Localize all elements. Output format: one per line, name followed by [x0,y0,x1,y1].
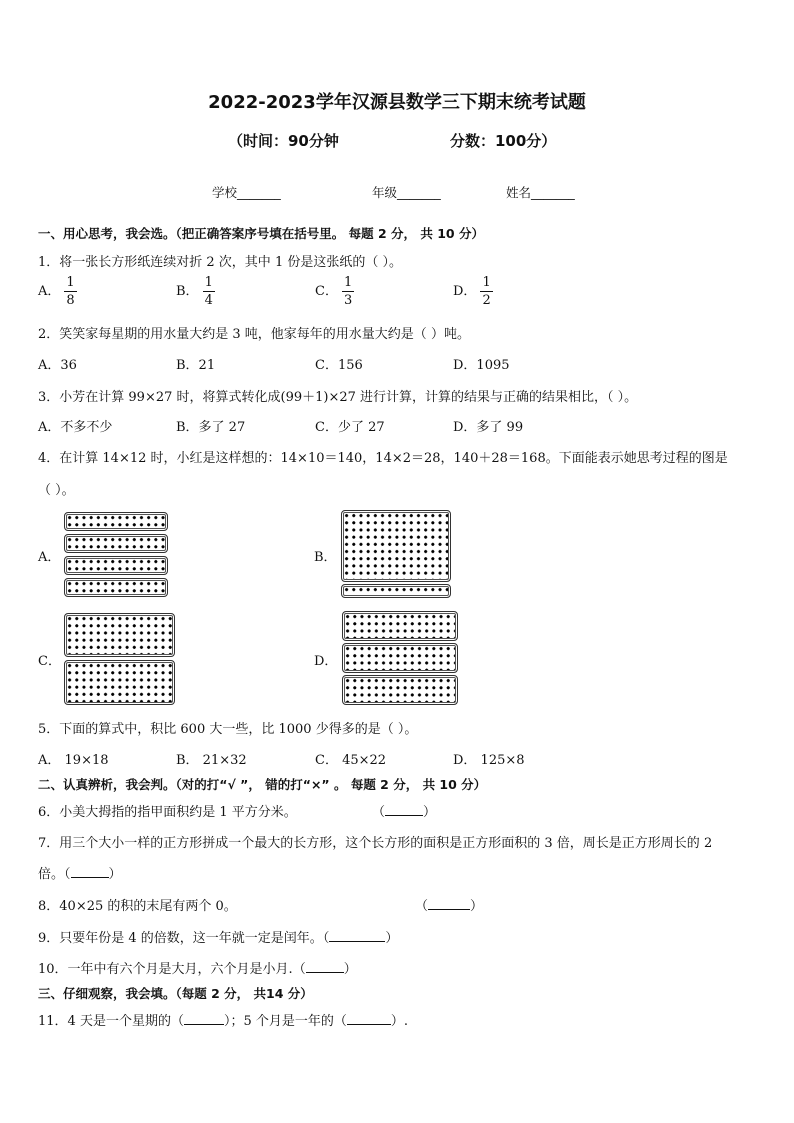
option-letter: D． [453,284,477,299]
q4-label-c[interactable]: C． [38,654,61,669]
q2-option-a[interactable]: A．36 [38,358,77,373]
question-8: 8．40×25 的积的末尾有两个 0。 [38,899,237,914]
paren-open: （ [322,931,330,946]
q8-answer-blank[interactable] [415,895,483,914]
paren-close: ） [390,1014,404,1029]
fraction [64,276,76,307]
paren-open: （ [170,1014,184,1029]
question-9 [38,927,398,946]
q1-option-c[interactable] [315,276,354,307]
question-11-part1: 11．4 天是一个星期的 [38,1014,171,1029]
paren-close: ） [470,899,484,914]
section-1-heading: 一、用心思考，我会选。（把正确答案序号填在括号里。 每题 2 分， 共 10 分） [38,226,484,241]
q4-figure-b[interactable] [341,510,451,598]
q1-option-b[interactable] [176,276,215,307]
paren-open: （ [333,1014,347,1029]
question-9-text: 9．只要年份是 4 的倍数，这一年就一定是闰年。 [38,931,323,946]
q5-option-a[interactable]: A． 19×18 [38,753,109,768]
blank-line [347,1012,391,1025]
q6-answer-blank[interactable] [372,801,436,820]
q3-option-d[interactable]: D．多了 99 [453,420,524,435]
question-7: 7．用三个大小一样的正方形拼成一个最大的长方形，这个长方形的面积是正方形面积的 3 倍，周长是正方形周长的 2 [38,836,713,851]
blank-line [428,897,470,910]
section-3-heading: 三、仔细观察，我会填。（每题 2 分， 共14 分） [38,986,313,1001]
question-4: 4．在计算 14×12 时，小红是这样想的：14×10＝140，14×2＝28，140＋28＝168。下面能表示她思考过程的图是 [38,451,728,466]
q4-label-a[interactable]: A． [38,550,61,565]
school-field[interactable]: 学校_______ [212,185,281,200]
dot-array-row-block [64,578,168,597]
question-4-answer-paren: （ ）。 [38,483,75,498]
q5-option-c[interactable]: C． 45×22 [315,753,387,768]
q3-option-b[interactable]: B．多了 27 [176,420,246,435]
question-7-line2: 倍。 [38,867,65,882]
denominator: 3 [343,293,353,308]
question-11-end: . [403,1014,409,1029]
paren-close: ） [343,962,357,977]
q2-option-d[interactable]: D．1095 [453,358,510,373]
paren-open: （ [415,899,429,914]
denominator: 2 [482,293,491,308]
name-field[interactable]: 姓名_______ [506,185,575,200]
option-letter: C． [315,284,338,299]
question-10 [38,958,357,977]
question-1: 1．将一张长方形纸连续对折 2 次，其中 1 份是这张纸的（ ）。 [38,255,402,270]
numerator: 1 [66,275,75,290]
dot-array-block [64,613,175,657]
question-11-part2: ；5 个月是一年的 [230,1014,334,1029]
question-11 [38,1010,408,1029]
fraction [342,276,354,307]
question-6: 6．小美大拇指的指甲面积约是 1 平方分米。 [38,805,297,820]
q3-option-c[interactable]: C．少了 27 [315,420,385,435]
paren-close: ） [108,867,122,882]
exam-time: （时间：90分钟 [228,132,339,150]
section-2-heading: 二、认真辨析，我会判。（对的打“√ ”， 错的打“×” 。 每题 2 分， 共 10 分） [38,777,487,792]
dot-array-block [64,660,175,705]
denominator: 8 [66,293,75,308]
q1-option-d[interactable] [453,276,493,307]
dot-array-row-block [64,534,168,553]
blank-line [329,929,385,942]
fraction [203,276,215,307]
numerator: 1 [482,275,491,290]
q11-answer-blank-2[interactable] [334,1014,404,1029]
q4-figure-c[interactable] [64,613,175,705]
dot-array-block [342,643,458,673]
dot-array-large-block [341,510,451,582]
blank-line [71,865,109,878]
numerator: 1 [343,275,353,290]
q2-option-b[interactable]: B．21 [176,358,216,373]
paren-open: （ [64,867,71,882]
dot-array-row-block [64,512,168,531]
q4-label-b[interactable]: B． [314,550,337,565]
blank-line [306,960,344,973]
dot-array-row-block [64,556,168,575]
blank-line [385,803,423,816]
exam-score: 分数：100分） [450,132,557,150]
dot-array-small-block [341,584,451,598]
option-letter: A． [38,284,61,299]
blank-line [184,1012,224,1025]
q5-option-b[interactable]: B． 21×32 [176,753,247,768]
option-letter: B． [176,284,199,299]
dot-array-block [342,611,458,641]
question-2: 2．笑笑家每星期的用水量大约是 3 吨，他家每年的用水量大约是（ ）吨。 [38,327,470,342]
question-10-text: 10．一年中有六个月是大月，六个月是小月. [38,962,293,977]
q11-answer-blank-1[interactable] [171,1014,231,1029]
denominator: 4 [204,293,213,308]
question-5: 5．下面的算式中，积比 600 大一些，比 1000 少得多的是（ ）。 [38,722,418,737]
paren-open: （ [372,805,386,820]
question-3: 3．小芳在计算 99×27 时，将算式转化成(99＋1)×27 进行计算，计算的结果与正确的结果相比，（ ）。 [38,390,638,405]
paren-close: ） [223,1014,231,1029]
page-title: 2022-2023学年汉源县数学三下期末统考试题 [208,92,586,113]
question-7-cont [38,863,122,882]
paren-close: ） [423,805,437,820]
grade-field[interactable]: 年级_______ [372,185,441,200]
dot-array-block [342,675,458,705]
fraction [480,276,492,307]
q4-label-d[interactable]: D． [314,654,338,669]
q4-figure-a[interactable] [64,512,168,598]
q5-option-d[interactable]: D． 125×8 [453,753,525,768]
q7-answer-blank[interactable] [64,867,122,882]
q3-option-a[interactable]: A．不多不少 [38,420,113,435]
q2-option-c[interactable]: C．156 [315,358,363,373]
q10-answer-blank[interactable] [293,962,357,977]
paren-close: ） [385,931,399,946]
q4-figure-d[interactable] [342,611,458,705]
q9-answer-blank[interactable] [323,931,399,946]
q1-option-a[interactable] [38,276,77,307]
paren-open: （ [292,962,306,977]
numerator: 1 [204,275,213,290]
